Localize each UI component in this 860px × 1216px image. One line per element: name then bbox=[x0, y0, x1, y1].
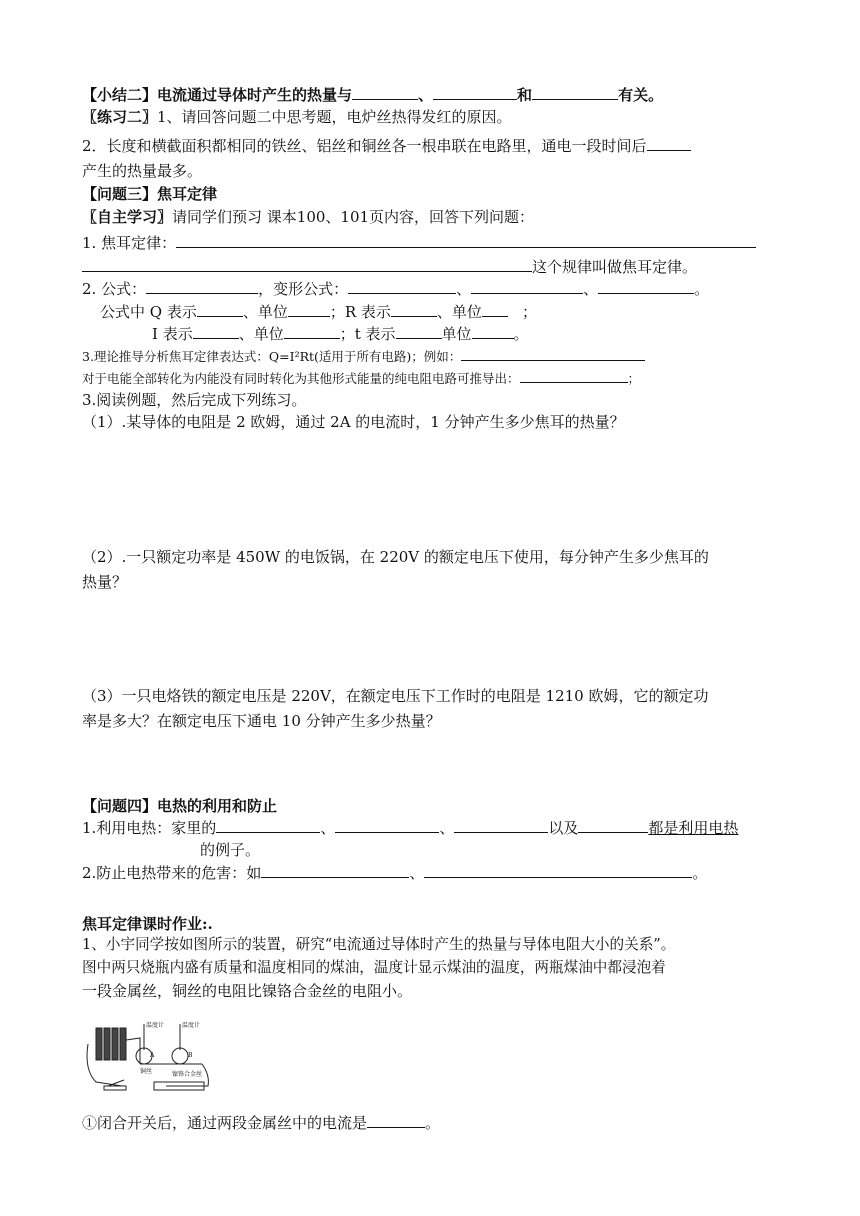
exercise2-text: 2．长度和横截面积都相同的铁丝、铝丝和铜丝各一根串联在电路里，通电一段时间后 bbox=[82, 137, 647, 155]
units-text: 。 bbox=[513, 325, 529, 343]
read-examples-line: 3.阅读例题，然后完成下列练习。 bbox=[82, 391, 307, 409]
summary2-heading: 【小结二】 bbox=[82, 86, 158, 104]
use-heat-line bbox=[82, 817, 780, 839]
example-2-cont: 热量？ bbox=[82, 573, 128, 591]
separator: 、 bbox=[320, 819, 336, 837]
answer-blank[interactable] bbox=[82, 256, 532, 272]
flask-a-label: A bbox=[150, 1052, 155, 1059]
derivation-text: 3.理论推导分析焦耳定律表达式：Q=I²Rt(适用于所有电路)；例如： bbox=[82, 349, 462, 364]
answer-blank[interactable] bbox=[348, 278, 456, 294]
separator: ； bbox=[627, 371, 641, 386]
units-row-1 bbox=[100, 301, 780, 323]
joule-law-q1 bbox=[82, 232, 780, 254]
exercise2-item2-cont bbox=[82, 160, 780, 182]
answer-blank[interactable] bbox=[261, 862, 409, 878]
problem3-heading: 【问题三】焦耳定律 bbox=[82, 185, 218, 203]
answer-blank[interactable] bbox=[472, 323, 514, 339]
answer-blank[interactable] bbox=[288, 301, 330, 317]
prevent-label: 2.防止电热带来的危害：如 bbox=[82, 864, 262, 882]
answer-blank[interactable] bbox=[532, 84, 618, 100]
use-heat-cont: 的例子。 bbox=[200, 841, 261, 859]
answer-blank[interactable] bbox=[352, 84, 418, 100]
thermometer-label: 温度计 bbox=[182, 1022, 201, 1029]
use-tail: 都是利用电热 bbox=[648, 819, 739, 837]
units-text: 、单位 bbox=[436, 303, 482, 321]
homework-q1-text: ①闭合开关后，通过两段金属丝中的电流是 bbox=[82, 1114, 368, 1132]
separator: 、 bbox=[456, 280, 472, 298]
prevent-heat-line bbox=[82, 862, 780, 884]
separator: 、 bbox=[583, 280, 599, 298]
exercise2-text: 1、请回答问题二中思考题，电炉丝热得发红的原因。 bbox=[157, 108, 512, 126]
answer-blank[interactable] bbox=[520, 370, 628, 383]
problem4-heading: 【问题四】电热的利用和防止 bbox=[82, 797, 278, 815]
nichrome-wire-label: 镍铬合金丝 bbox=[172, 1071, 203, 1078]
answer-blank[interactable] bbox=[391, 301, 437, 317]
homework-p1-cont: 图中两只烧瓶内盛有质量和温度相同的煤油，温度计显示煤油的温度，两瓶煤油中都浸泡着 bbox=[82, 959, 666, 976]
variant-label: ，变形公式： bbox=[258, 280, 349, 298]
homework-q1 bbox=[82, 1112, 780, 1134]
exercise2-heading: 〖练习二〗 bbox=[82, 108, 158, 126]
units-row-2 bbox=[152, 323, 780, 345]
example-1: （1）.某导体的电阻是 2 欧姆，通过 2A 的电流时，1 分钟产生多少焦耳的热量？ bbox=[82, 413, 625, 431]
self-study-line bbox=[82, 206, 780, 228]
answer-blank[interactable] bbox=[335, 817, 439, 833]
example-2: （2）.一只额定功率是 450W 的电饭锅，在 220V 的额定电压下使用，每分钟产生多少焦耳的 bbox=[82, 548, 709, 566]
separator: 、 bbox=[439, 819, 455, 837]
homework-p1-cont2: 一段金属丝，铜丝的电阻比镍铬合金丝的电阻小。 bbox=[82, 982, 413, 1000]
units-text: 、单位 bbox=[238, 325, 284, 343]
q1-label: 1. 焦耳定律： bbox=[82, 234, 177, 252]
self-study-text: 请同学们预习 课本100、101页内容，回答下列问题： bbox=[172, 208, 535, 226]
separator: 、 bbox=[418, 86, 434, 104]
answer-blank[interactable] bbox=[197, 301, 243, 317]
answer-blank[interactable] bbox=[176, 232, 756, 248]
joule-law-q1-cont bbox=[82, 256, 780, 278]
homework-p1: 1、小宇同学按如图所示的装置，研究“电流通过导体时产生的热量与导体电阻大小的关系”。 bbox=[82, 936, 676, 953]
separator: 。 bbox=[692, 864, 708, 882]
use-label: 1.利用电热：家里的 bbox=[82, 819, 217, 837]
separator: 。 bbox=[694, 280, 710, 298]
self-study-heading: 〖自主学习〗 bbox=[82, 208, 173, 226]
units-text: I 表示 bbox=[152, 325, 193, 343]
example-3-cont: 率是多大？在额定电压下通电 10 分钟产生多少热量？ bbox=[82, 712, 441, 730]
units-text: 公式中 Q 表示 bbox=[100, 303, 197, 321]
answer-blank[interactable] bbox=[424, 862, 692, 878]
example-3: （3）一只电烙铁的额定电压是 220V，在额定电压下工作时的电阻是 1210 欧姆，它的额定功 bbox=[82, 687, 709, 705]
answer-blank[interactable] bbox=[396, 323, 442, 339]
summary2-text: 电流通过导体时产生的热量与 bbox=[157, 86, 353, 104]
apparatus-figure bbox=[82, 1020, 222, 1098]
units-text: ；t 表示 bbox=[339, 325, 396, 343]
answer-blank[interactable] bbox=[454, 817, 548, 833]
summary2-line bbox=[82, 84, 780, 106]
units-text: ； bbox=[521, 303, 537, 321]
exercise2-item2 bbox=[82, 135, 780, 157]
separator: 。 bbox=[425, 1114, 441, 1132]
q1-tail: 这个规律叫做焦耳定律。 bbox=[532, 258, 698, 276]
formula-line bbox=[82, 278, 780, 300]
answer-blank[interactable] bbox=[647, 135, 691, 151]
answer-blank[interactable] bbox=[216, 817, 320, 833]
flask-b-label: B bbox=[188, 1052, 193, 1059]
thermometer-label: 温度计 bbox=[146, 1022, 165, 1029]
answer-blank[interactable] bbox=[146, 278, 258, 294]
answer-blank[interactable] bbox=[482, 301, 508, 317]
separator: 、 bbox=[409, 864, 425, 882]
formula-label: 2. 公式： bbox=[82, 280, 147, 298]
separator: 和 bbox=[517, 86, 533, 104]
answer-blank[interactable] bbox=[433, 84, 517, 100]
exercise2-item1 bbox=[82, 106, 780, 128]
answer-blank[interactable] bbox=[598, 278, 694, 294]
answer-blank[interactable] bbox=[471, 278, 583, 294]
use-and: 以及 bbox=[548, 819, 579, 837]
answer-blank[interactable] bbox=[578, 817, 648, 833]
answer-blank[interactable] bbox=[284, 323, 340, 339]
answer-blank[interactable] bbox=[461, 348, 645, 361]
copper-wire-label: 铜丝 bbox=[140, 1068, 153, 1075]
homework-heading: 焦耳定律课时作业:. bbox=[82, 915, 213, 933]
units-text: 、单位 bbox=[242, 303, 288, 321]
answer-blank[interactable] bbox=[367, 1112, 425, 1128]
pure-resistor-text: 对于电能全部转化为内能没有同时转化为其他形式能量的纯电阻电路可推导出： bbox=[82, 371, 520, 386]
answer-blank[interactable] bbox=[193, 323, 239, 339]
exercise2-text: 产生的热量最多。 bbox=[82, 162, 203, 180]
units-text: 单位 bbox=[441, 325, 472, 343]
summary2-text-end: 有关。 bbox=[618, 86, 664, 104]
derivation-line bbox=[82, 346, 780, 368]
units-text: ；R 表示 bbox=[329, 303, 391, 321]
circuit-diagram bbox=[82, 1020, 222, 1098]
pure-resistor-line bbox=[82, 368, 780, 390]
